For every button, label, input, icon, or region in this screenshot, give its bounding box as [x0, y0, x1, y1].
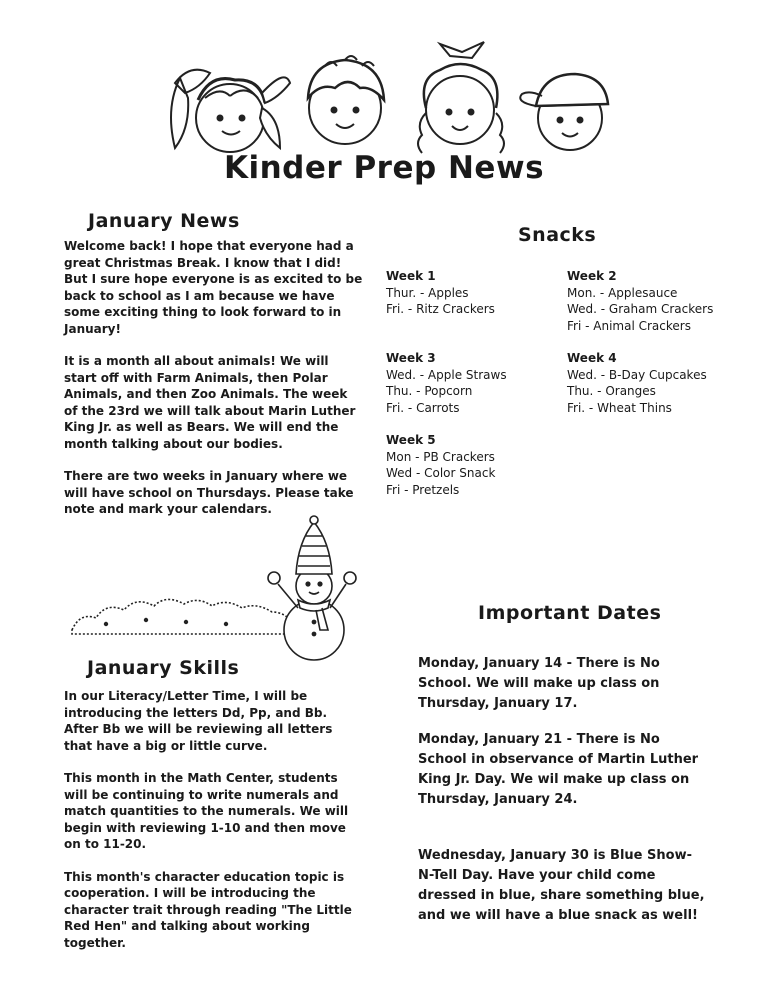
newsletter-title: Kinder Prep News: [223, 150, 545, 186]
january-news-heading: January News: [88, 210, 240, 232]
important-date-entry: Wednesday, January 30 is Blue Show-N-Tell Day. Have your child come dressed in blue, share something blue, and we will have a blue snack as well!: [418, 848, 705, 923]
snack-item: Thu. - Popcorn: [386, 384, 473, 398]
snack-week-label: Week 4: [567, 351, 617, 365]
january-news-paragraph: It is a month all about animals! We will start off with Farm Animals, then Polar Animals, and then Zoo Animals. The week of the 23rd we will talk about Marin Luther King Jr. as well as Bears. We will end the month talking about our bodies.: [64, 354, 356, 451]
snack-item: Wed. - Apple Straws: [386, 367, 507, 382]
snack-week-label: Week 5: [386, 433, 436, 447]
snack-item: Wed. - Graham Crackers: [567, 302, 714, 316]
important-dates-list: [418, 654, 708, 926]
snack-week-label: Week 3: [386, 351, 436, 365]
snack-item: Wed. - B-Day Cupcakes: [567, 367, 707, 382]
kid-face-2: [308, 56, 384, 144]
snack-item: Fri - Animal Crackers: [567, 318, 691, 333]
kid-face-3: [418, 42, 504, 153]
snack-week-4: [567, 350, 707, 416]
important-dates-heading: Important Dates: [478, 602, 662, 624]
snack-week-3: [386, 350, 507, 416]
january-skills-paragraph: This month's character education topic is cooperation. I will be introducing the character trait through reading "The Little Red Hen" and talking about working together.: [64, 869, 352, 950]
snack-item: Thur. - Apples: [386, 285, 469, 300]
important-date-entry: Monday, January 21 - There is No School in observance of Martin Luther King Jr. Day. We wil make up class on Thursday, January 24.: [418, 732, 699, 807]
snack-week-label: Week 1: [386, 269, 436, 283]
snowdrift: [72, 599, 292, 634]
kid-face-1: [171, 70, 290, 152]
january-skills-paragraph: In our Literacy/Letter Time, I will be introducing the letters Dd, Pp, and Bb. After Bb we will be reviewing all letters that have a big or little curve.: [64, 689, 333, 753]
january-news-paragraph: There are two weeks in January where we will have school on Thursdays. Please take note and mark your calendars.: [64, 469, 354, 516]
snack-week-label: Week 2: [567, 269, 617, 283]
snack-week-5: [386, 432, 495, 498]
snack-item: Fri. - Carrots: [386, 400, 460, 415]
snacks-heading: Snacks: [518, 224, 597, 246]
january-skills-body: [64, 688, 356, 951]
kid-face-4: [520, 74, 608, 150]
snack-week-2: [567, 268, 713, 334]
important-date-entry: Monday, January 14 - There is No School. We will make up class on Thursday, January 17.: [418, 656, 660, 711]
snack-item: Fri. - Wheat Thins: [567, 400, 672, 415]
january-news-body: [64, 238, 364, 518]
january-skills-heading: January Skills: [87, 657, 240, 679]
snack-item: Wed - Color Snack: [386, 466, 496, 480]
snack-item: Mon - PB Crackers: [386, 449, 495, 464]
january-news-paragraph: Welcome back! I hope that everyone had a great Christmas Break. I know that I did! But I sure hope everyone is as excited to be back to school as I am because we have some exciting thing to look forward to in January!: [64, 239, 363, 336]
snack-item: Mon. - Applesauce: [567, 285, 678, 300]
january-skills-paragraph: This month in the Math Center, students will be continuing to write numerals and match quantities to the numerals. We will begin with reviewing 1-10 and then move on to 11-20.: [64, 771, 349, 851]
snack-week-1: [386, 268, 495, 318]
snack-item: Thu. - Oranges: [567, 384, 656, 398]
kids-faces-illustration: [150, 38, 620, 158]
snowman-illustration: [66, 512, 362, 662]
snack-item: Fri. - Ritz Crackers: [386, 302, 495, 316]
snack-item: Fri - Pretzels: [386, 482, 460, 497]
